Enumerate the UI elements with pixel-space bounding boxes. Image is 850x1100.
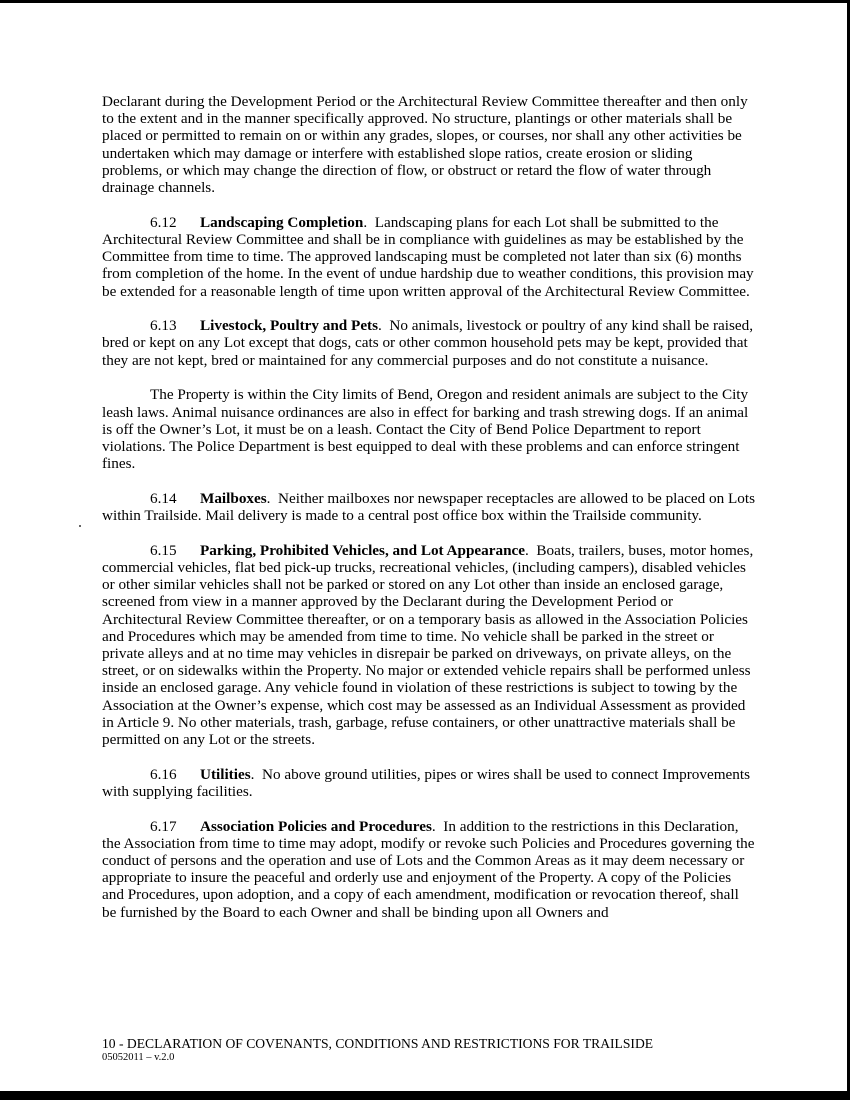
- section-text: No above ground utilities, pipes or wires shall be used to connect Improvements with supplying facilities.: [102, 765, 751, 800]
- section-number: 6.14: [150, 489, 177, 507]
- section-text: Neither mailboxes nor newspaper receptacles are allowed to be placed on Lots within Trailside. Mail delivery is made to a central post office box within the Trailside community.: [102, 489, 755, 525]
- section-text: Boats, trailers, buses, motor homes, commercial vehicles, flat bed pick-up trucks, recreational vehicles, (including campers), disabled vehicles or other similar vehicles shall not be parked or stored on any Lot other than inside an enclosed garage, screened from view in a manner approved by the Declarant during the Development Period or Architectural Review Committee thereafter, or on a temporary basis as allowed in the Association Policies and Procedures which may be amended from time to time. No vehicle shall be parked in the street or private alleys and at no time may vehicles in disrepair be parked on driveways, on private alleys, on the street, or on sidewalks within the Property. No major or extended vehicle repairs shall be performed unless inside an enclosed garage. Any vehicle found in violation of these restrictions is subject to towing by the Association at the Owner’s expense, which cost may be assessed as an Individual Assessment as provided in Article 9. No other materials, trash, garbage, refuse containers, or other unattractive materials shall be permitted on any Lot or the streets.: [102, 541, 754, 748]
- section-title: Utilities: [200, 765, 251, 783]
- footer-page-title: 10 - DECLARATION OF COVENANTS, CONDITIONS AND RESTRICTIONS FOR TRAILSIDE: [102, 1036, 654, 1051]
- document-body: [102, 93, 756, 938]
- pets-leash-paragraph: The Property is within the City limits of Bend, Oregon and resident animals are subject to the City leash laws. Animal nuisance ordinances are also in effect for barking and trash strewing dogs. If an animal is off the Owner’s Lot, it must be on a leash. Contact the City of Bend Police Department to report violations. The Police Department is best equipped to deal with these problems and can enforce stringent fines.: [102, 386, 749, 473]
- section-number: 6.15: [150, 541, 177, 559]
- section-6-12: 6.12 Landscaping Completion. Landscaping plans for each Lot shall be submitted to the Architectural Review Committee and shall be in compliance with guidelines as may be established by the Committee from time to time. The approved landscaping must be completed not later than six (6) months from completion of the home. In the event of undue hardship due to weather conditions, this provision may be extended for a reasonable length of time upon written approval of the Architectural Review Committee.: [102, 213, 754, 300]
- intro-paragraph: Declarant during the Development Period or the Architectural Review Committee thereafter and then only to the extent and in the manner specifically approved. No structure, plantings or other materials shall be placed or permitted to remain on or within any grades, slopes, or courses, nor shall any other activities be undertaken which may damage or interfere with established slope ratios, create erosion or sliding problems, or which may change the direction of flow, or obstruct or retard the flow of water through drainage channels.: [102, 93, 748, 197]
- section-number: 6.13: [150, 317, 177, 335]
- section-number: 6.17: [150, 817, 177, 835]
- footer-version: 05052011 – v.2.0: [102, 1052, 175, 1063]
- scan-speck: [79, 525, 81, 527]
- section-number: 6.12: [150, 213, 177, 231]
- section-6-16: 6.16 Utilities. No above ground utilities, pipes or wires shall be used to connect Improvements with supplying facilities.: [102, 765, 751, 800]
- section-title: Association Policies and Procedures: [200, 817, 432, 835]
- section-6-15: 6.15 Parking, Prohibited Vehicles, and Lot Appearance. Boats, trailers, buses, motor homes, commercial vehicles, flat bed pick-up trucks, recreational vehicles, (including campers), disabled vehicles or other similar vehicles shall not be parked or stored on any Lot other than inside an enclosed garage, screened from view in a manner approved by the Declarant during the Development Period or Architectural Review Committee thereafter, or on a temporary basis as allowed in the Association Policies and Procedures which may be amended from time to time. No vehicle shall be parked in the street or private alleys and at no time may vehicles in disrepair be parked on driveways, on private alleys, on the street, or on sidewalks within the Property. No major or extended vehicle repairs shall be performed unless inside an enclosed garage. Any vehicle found in violation of these restrictions is subject to towing by the Association at the Owner’s expense, which cost may be assessed as an Individual Assessment as provided in Article 9. No other materials, trash, garbage, refuse containers, or other unattractive materials shall be permitted on any Lot or the streets.: [102, 541, 754, 748]
- section-text: No animals, livestock or poultry of any kind shall be raised, bred or kept on any Lot except that dogs, cats or other common household pets may be kept, provided that they are not kept, bred or maintained for any commercial purposes and do not constitute a nuisance.: [102, 317, 754, 369]
- section-text: Landscaping plans for each Lot shall be submitted to the Architectural Review Committee and shall be in compliance with guidelines as may be established by the Committee from time to time. The approved landscaping must be completed not later than six (6) months from completion of the home. In the event of undue hardship due to weather conditions, this provision may be extended for a reasonable length of time upon written approval of the Architectural Review Committee.: [102, 213, 754, 300]
- section-title: Mailboxes: [200, 489, 267, 507]
- page-footer: [102, 1036, 802, 1064]
- section-6-13: 6.13 Livestock, Poultry and Pets. No animals, livestock or poultry of any kind shall be raised, bred or kept on any Lot except that dogs, cats or other common household pets may be kept, provided that they are not kept, bred or maintained for any commercial purposes and do not constitute a nuisance.: [102, 317, 754, 369]
- section-title: Landscaping Completion: [200, 213, 364, 231]
- section-title: Parking, Prohibited Vehicles, and Lot Appearance: [200, 541, 526, 559]
- section-6-17: 6.17 Association Policies and Procedures. In addition to the restrictions in this Declaration, the Association from time to time may adopt, modify or revoke such Policies and Procedures governing the conduct of persons and the operation and use of Lots and the Common Areas as it may deem necessary or appropriate to insure the peaceful and orderly use and enjoyment of the Property. A copy of the Policies and Procedures, upon adoption, and a copy of each amendment, modification or revocation thereof, shall be furnished by the Board to each Owner and shall be binding upon all Owners and: [102, 817, 755, 921]
- section-title: Livestock, Poultry and Pets: [200, 317, 379, 335]
- scan-edge-bottom: [0, 1091, 850, 1100]
- section-number: 6.16: [150, 765, 177, 783]
- section-6-14: 6.14 Mailboxes. Neither mailboxes nor newspaper receptacles are allowed to be placed on Lots within Trailside. Mail delivery is made to a central post office box within the Trailside community.: [102, 489, 755, 525]
- scan-edge-top: [0, 0, 850, 3]
- section-text: In addition to the restrictions in this Declaration, the Association from time to time may adopt, modify or revoke such Policies and Procedures governing the conduct of persons and the operation and use of Lots and the Common Areas as it may deem necessary or appropriate to insure the peaceful and orderly use and enjoyment of the Property. A copy of the Policies and Procedures, upon adoption, and a copy of each amendment, modification or revocation thereof, shall be furnished by the Board to each Owner and shall be binding upon all Owners and: [102, 817, 755, 921]
